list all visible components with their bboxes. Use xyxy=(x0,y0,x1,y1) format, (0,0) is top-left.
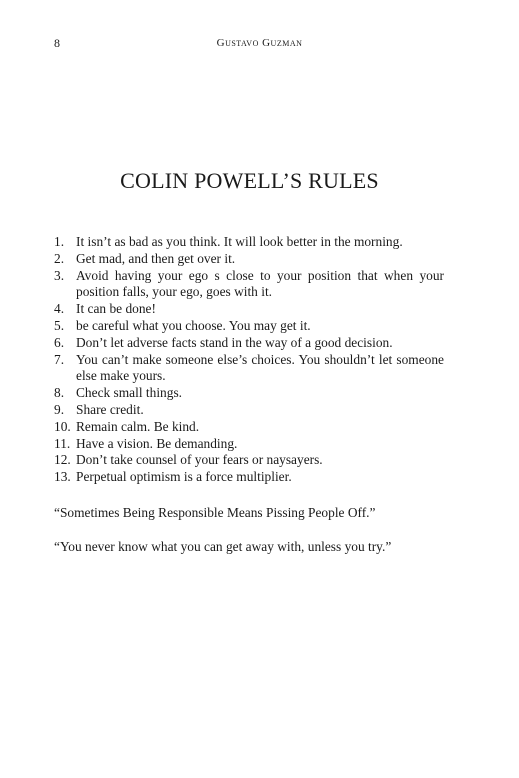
rule-item xyxy=(54,234,444,251)
rule-item xyxy=(54,385,444,402)
quote-responsible: “Sometimes Being Responsible Means Pissing People Off.” xyxy=(54,505,376,520)
rule-number: 10. xyxy=(54,418,71,434)
quote-get-away: “You never know what you can get away with, unless you try.” xyxy=(54,539,392,554)
rule-item xyxy=(54,402,444,419)
page-number: 8 xyxy=(54,36,60,50)
rule-item xyxy=(54,335,444,352)
rule-number: 9. xyxy=(54,401,65,417)
rule-text: Perpetual optimism is a force multiplier. xyxy=(76,469,292,485)
rule-item xyxy=(54,436,444,453)
rule-item xyxy=(54,352,444,386)
rule-number: 3. xyxy=(54,267,65,283)
rule-text: be careful what you choose. You may get it. xyxy=(76,317,311,333)
rule-text: Don’t let adverse facts stand in the way of a good decision. xyxy=(76,334,393,350)
rule-number: 2. xyxy=(54,250,65,266)
rule-text: Check small things. xyxy=(76,385,183,401)
running-header: Gustavo Guzman xyxy=(216,37,303,49)
rule-item xyxy=(54,469,444,486)
rule-text: Share credit. xyxy=(76,401,144,417)
rule-number: 1. xyxy=(54,234,65,249)
rule-text: Don’t take counsel of your fears or naysayers. xyxy=(76,452,323,468)
rule-number: 7. xyxy=(54,351,65,367)
rule-number: 11. xyxy=(54,435,71,451)
rule-number: 13. xyxy=(54,469,71,485)
rule-number: 8. xyxy=(54,385,65,401)
rule-number: 4. xyxy=(54,301,65,317)
rule-text: Get mad, and then get over it. xyxy=(76,250,236,266)
rule-number: 12. xyxy=(54,452,71,468)
rule-item xyxy=(54,452,444,469)
rule-number: 6. xyxy=(54,334,65,350)
rules-list xyxy=(54,234,444,486)
rule-text: You can’t make someone else’s choices. You shouldn’t let someone else make yours. xyxy=(76,351,444,384)
rule-item xyxy=(54,318,444,335)
rule-item xyxy=(54,419,444,436)
rule-text: Avoid having your ego s close to your position that when your position falls, your ego, goes with it. xyxy=(76,267,444,300)
rule-item xyxy=(54,251,444,268)
rule-text: It isn’t as bad as you think. It will look better in the morning. xyxy=(76,234,403,249)
rule-text: It can be done! xyxy=(76,301,156,317)
rule-item xyxy=(54,268,444,302)
rule-number: 5. xyxy=(54,317,65,333)
rule-text: Have a vision. Be demanding. xyxy=(76,435,238,451)
chapter-title: COLIN POWELL’S RULES xyxy=(120,168,379,193)
rule-text: Remain calm. Be kind. xyxy=(76,418,200,434)
rule-item xyxy=(54,301,444,318)
